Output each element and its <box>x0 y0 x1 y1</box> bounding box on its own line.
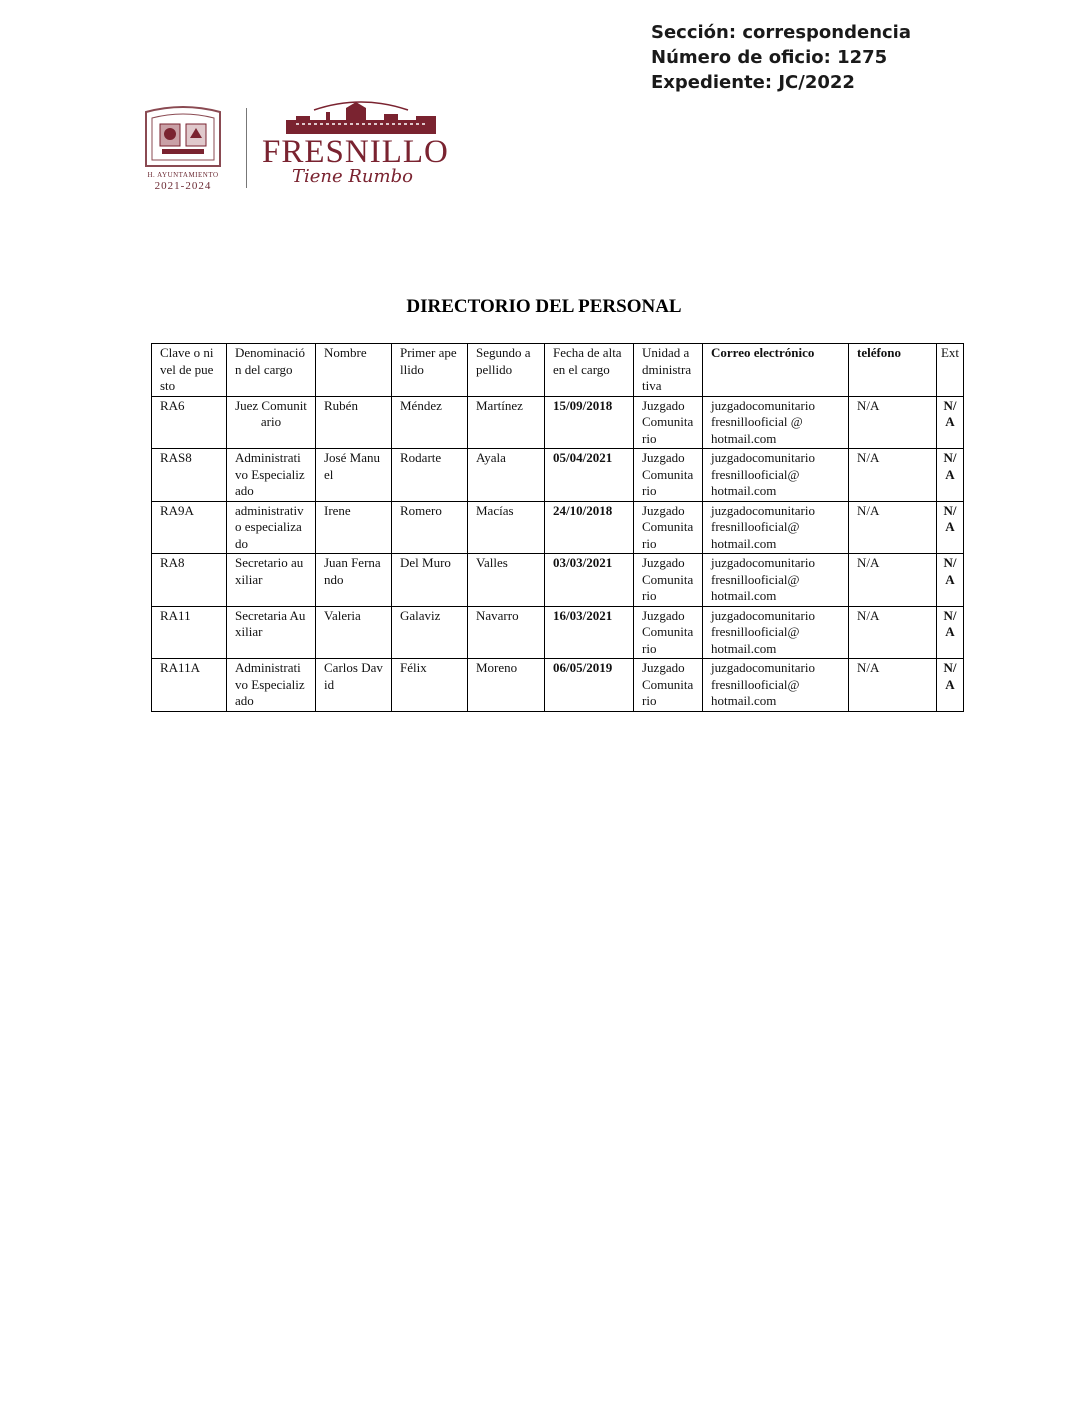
cell-nombre: Rubén <box>316 396 392 449</box>
header-segundo-apellido: Segundo apellido <box>468 344 545 397</box>
cell-clave: RA11A <box>152 659 227 712</box>
ayuntamiento-seal-icon <box>138 104 228 174</box>
cell-nombre: José Manuel <box>316 449 392 502</box>
table-row <box>152 554 964 607</box>
cell-clave: RA9A <box>152 501 227 554</box>
cell-ext: N/A <box>937 554 964 607</box>
cell-nombre: Irene <box>316 501 392 554</box>
cell-denominacion: Secretario auxiliar <box>227 554 316 607</box>
cell-unidad: Juzgado Comunitario <box>634 396 703 449</box>
staff-directory-table-container <box>151 343 964 712</box>
header-unidad: Unidad administrativa <box>634 344 703 397</box>
cell-primer-apellido: Félix <box>392 659 468 712</box>
cell-telefono: N/A <box>849 554 937 607</box>
cell-clave: RAS8 <box>152 449 227 502</box>
table-header-row <box>152 344 964 397</box>
cell-denominacion: Juez Comunitario <box>227 396 316 449</box>
seal-caption-years: 2021-2024 <box>154 180 212 192</box>
city-skyline-icon <box>286 98 436 134</box>
cell-correo: juzgadocomunitario fresnillooficial@ hotmail.com <box>703 449 849 502</box>
cell-denominacion: administrativo especializado <box>227 501 316 554</box>
cell-ext: N/A <box>937 659 964 712</box>
cell-unidad: Juzgado Comunitario <box>634 606 703 659</box>
cell-telefono: N/A <box>849 449 937 502</box>
header-correo: Correo electrónico <box>703 344 849 397</box>
cell-nombre: Carlos David <box>316 659 392 712</box>
cell-ext: N/A <box>937 501 964 554</box>
cell-clave: RA11 <box>152 606 227 659</box>
cell-segundo-apellido: Moreno <box>468 659 545 712</box>
expediente-line: Expediente: JC/2022 <box>651 72 855 93</box>
cell-correo: juzgadocomunitario fresnillooficial @ hotmail.com <box>703 396 849 449</box>
header-denominacion: Denominación del cargo <box>227 344 316 397</box>
cell-denominacion: Secretaria Auxiliar <box>227 606 316 659</box>
cell-telefono: N/A <box>849 501 937 554</box>
cell-unidad: Juzgado Comunitario <box>634 501 703 554</box>
cell-ext: N/A <box>937 449 964 502</box>
brand-tagline: Tiene Rumbo <box>292 166 413 187</box>
cell-unidad: Juzgado Comunitario <box>634 449 703 502</box>
cell-correo: juzgadocomunitario fresnillooficial@ hotmail.com <box>703 554 849 607</box>
cell-segundo-apellido: Valles <box>468 554 545 607</box>
document-header-info <box>651 20 911 95</box>
staff-directory-table <box>151 343 964 712</box>
cell-nombre: Juan Fernando <box>316 554 392 607</box>
header-telefono: teléfono <box>849 344 937 397</box>
cell-fecha-alta: 05/04/2021 <box>545 449 634 502</box>
cell-segundo-apellido: Ayala <box>468 449 545 502</box>
header-fecha-alta: Fecha de alta en el cargo <box>545 344 634 397</box>
brand-name: FRESNILLO <box>262 134 449 170</box>
cell-correo: juzgadocomunitario fresnillooficial@ hotmail.com <box>703 606 849 659</box>
cell-denominacion: Administrativo Especializado <box>227 659 316 712</box>
seal-caption <box>134 170 232 191</box>
cell-clave: RA8 <box>152 554 227 607</box>
cell-fecha-alta: 16/03/2021 <box>545 606 634 659</box>
cell-clave: RA6 <box>152 396 227 449</box>
cell-segundo-apellido: Navarro <box>468 606 545 659</box>
cell-fecha-alta: 06/05/2019 <box>545 659 634 712</box>
cell-primer-apellido: Romero <box>392 501 468 554</box>
oficio-number-line: Número de oficio: 1275 <box>651 47 888 68</box>
seal-caption-title: H. AYUNTAMIENTO <box>147 171 219 179</box>
table-row <box>152 449 964 502</box>
table-row <box>152 606 964 659</box>
cell-ext: N/A <box>937 396 964 449</box>
cell-telefono: N/A <box>849 606 937 659</box>
header-ext: Ext <box>937 344 964 397</box>
table-row <box>152 501 964 554</box>
cell-primer-apellido: Méndez <box>392 396 468 449</box>
cell-fecha-alta: 24/10/2018 <box>545 501 634 554</box>
cell-unidad: Juzgado Comunitario <box>634 554 703 607</box>
cell-telefono: N/A <box>849 659 937 712</box>
document-title: DIRECTORIO DEL PERSONAL <box>406 296 682 317</box>
cell-primer-apellido: Rodarte <box>392 449 468 502</box>
cell-fecha-alta: 15/09/2018 <box>545 396 634 449</box>
seccion-line: Sección: correspondencia <box>651 22 911 43</box>
cell-primer-apellido: Del Muro <box>392 554 468 607</box>
header-primer-apellido: Primer apellido <box>392 344 468 397</box>
cell-telefono: N/A <box>849 396 937 449</box>
cell-fecha-alta: 03/03/2021 <box>545 554 634 607</box>
logo-divider <box>246 108 247 188</box>
cell-nombre: Valeria <box>316 606 392 659</box>
cell-segundo-apellido: Macías <box>468 501 545 554</box>
header-clave: Clave o nivel de puesto <box>152 344 227 397</box>
cell-denominacion: Administrativo Especializado <box>227 449 316 502</box>
cell-ext: N/A <box>937 606 964 659</box>
cell-unidad: Juzgado Comunitario <box>634 659 703 712</box>
cell-segundo-apellido: Martínez <box>468 396 545 449</box>
cell-primer-apellido: Galaviz <box>392 606 468 659</box>
institution-logo <box>134 98 474 194</box>
cell-correo: juzgadocomunitario fresnillooficial@ hotmail.com <box>703 501 849 554</box>
cell-correo: juzgadocomunitario fresnillooficial@ hotmail.com <box>703 659 849 712</box>
table-row <box>152 659 964 712</box>
table-row <box>152 396 964 449</box>
header-nombre: Nombre <box>316 344 392 397</box>
